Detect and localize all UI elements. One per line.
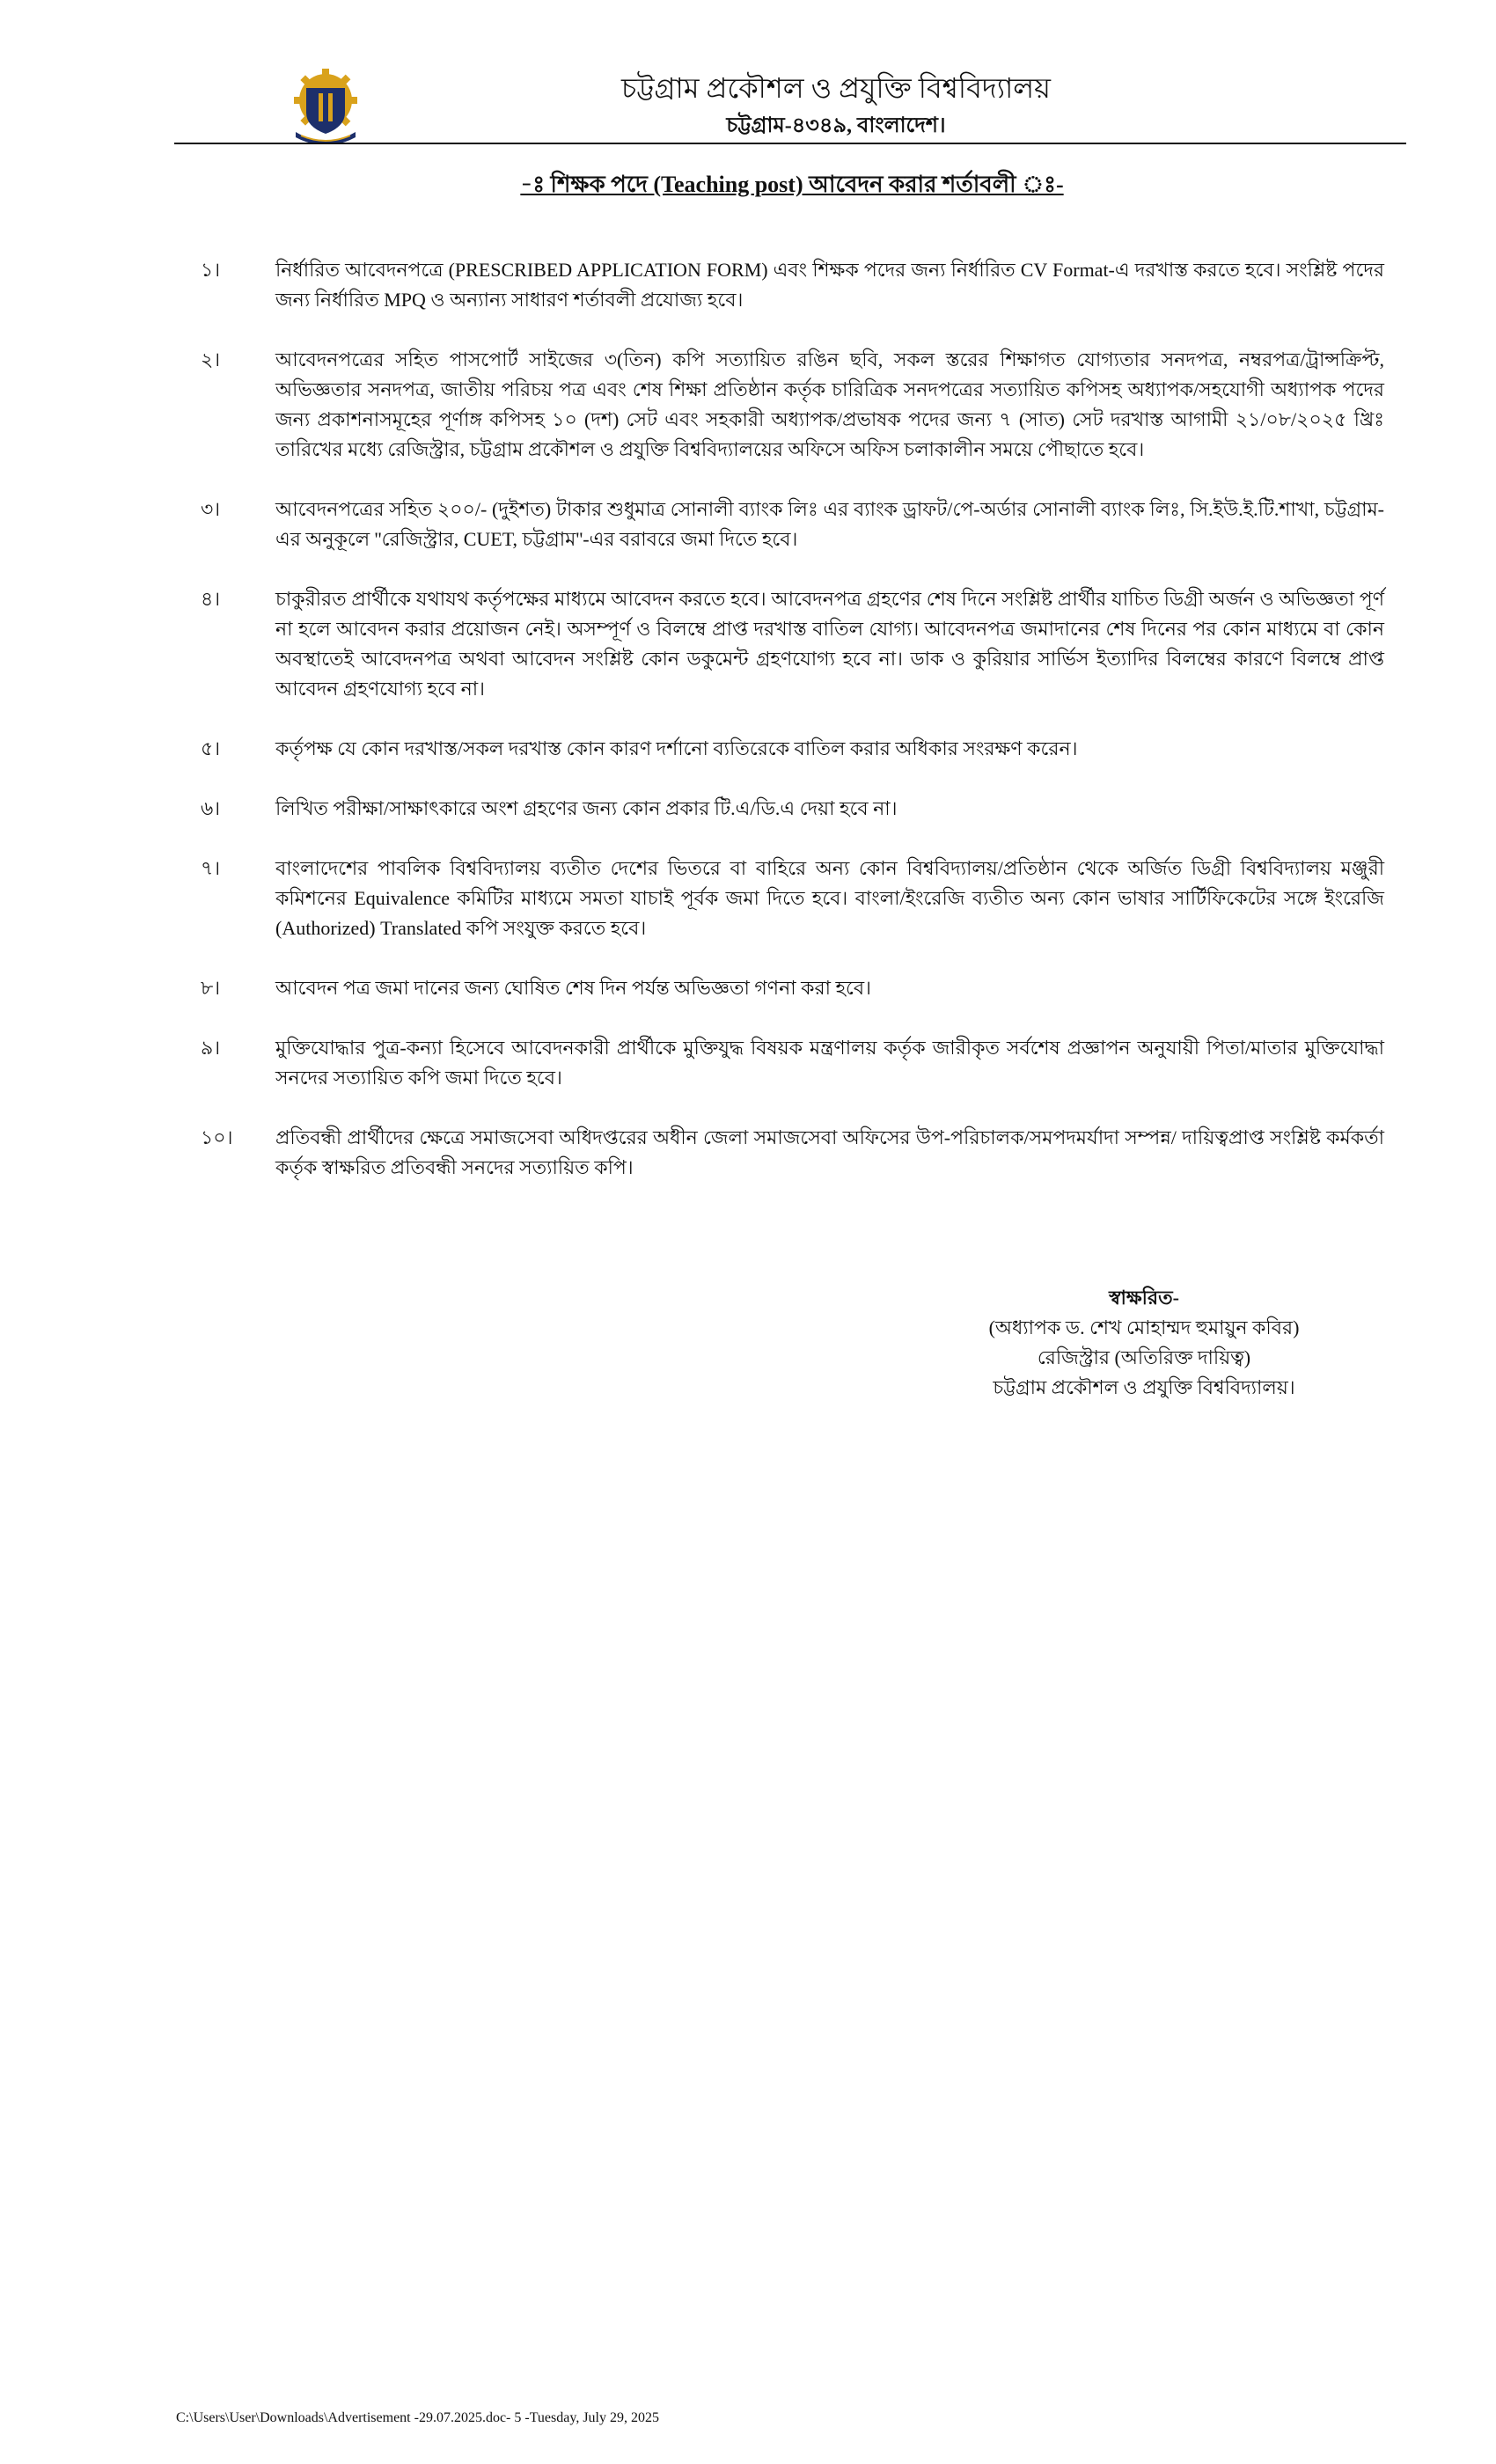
condition-text: মুক্তিযোদ্ধার পুত্র-কন্যা হিসেবে আবেদনকারী প্রার্থীকে মুক্তিযুদ্ধ বিষয়ক মন্ত্রণালয় কর্তৃক জারীকৃত সর্বশেষ প্রজ্ঞাপন অনুযায়ী পিতা/মাতার মুক্তিযোদ্ধা সনদের সত্যায়িত কপি জমা দিতে হবে। [275,1037,1384,1089]
condition-item [201,734,1384,764]
condition-text: আবেদনপত্রের সহিত পাসপোর্ট সাইজের ৩(তিন) কপি সত্যায়িত রঙিন ছবি, সকল স্তরের শিক্ষাগত যোগ্যতার সনদপত্র, নম্বরপত্র/ট্রান্সক্রিপ্ট, অভিজ্ঞতার সনদপত্র, জাতীয় পরিচয় পত্র এবং শেষ শিক্ষা প্রতিষ্ঠান কর্তৃক চারিত্রিক সনদপত্রের সত্যায়িত কপিসহ অধ্যাপক/সহযোগী অধ্যাপক পদের জন্য প্রকাশনাসমূহের পূর্ণাঙ্গ কপিসহ ১০ (দশ) সেট এবং সহকারী অধ্যাপক/প্রভাষক পদের জন্য ৭ (সাত) সেট দরখাস্ত আগামী ২১/০৮/২০২৫ খ্রিঃ তারিখের মধ্যে রেজিস্ট্রার, চট্টগ্রাম প্রকৌশল ও প্রযুক্তি বিশ্ববিদ্যালয়ের অফিসে অফিস চলাকালীন সময়ে পৌছাতে হবে। [275,348,1384,460]
condition-item [201,495,1384,554]
condition-item [201,854,1384,943]
condition-item [201,345,1384,465]
document-heading: -ঃ শিক্ষক পদে (Teaching post) আবেদন করার শর্তাবলী ঃ- [520,172,1064,197]
condition-number: ৭। [201,857,221,879]
condition-number: ৪। [201,588,221,610]
university-name: চট্টগ্রাম প্রকৌশল ও প্রযুক্তি বিশ্ববিদ্যালয় [621,72,1051,104]
condition-item [201,794,1384,824]
letterhead [440,69,1232,141]
condition-text: আবেদনপত্রের সহিত ২০০/- (দুইশত) টাকার শুধুমাত্র সোনালী ব্যাংক লিঃ এর ব্যাংক ড্রাফট/পে-অর্ডার সোনালী ব্যাংক লিঃ, সি.ইউ.ই.টি.শাখা, চট্টগ্রাম-এর অনুকূলে ''রেজিস্ট্রার, CUET, চট্টগ্রাম''-এর বরাবরে জমা দিতে হবে। [275,498,1384,550]
condition-number: ৬। [201,797,221,819]
signatory-designation: রেজিস্ট্রার (অতিরিক্ত দায়িত্ব) [1037,1346,1251,1368]
condition-text: চাকুরীরত প্রার্থীকে যথাযথ কর্তৃপক্ষের মাধ্যমে আবেদন করতে হবে। আবেদনপত্র গ্রহণের শেষ দিনে সংশ্লিষ্ট প্রার্থীর যাচিত ডিগ্রী অর্জন ও অভিজ্ঞতা পূর্ণ না হলে আবেদন করার প্রয়োজন নেই। অসম্পূর্ণ ও বিলম্বে প্রাপ্ত দরখাস্ত বাতিল যোগ্য। আবেদনপত্র জমাদানের শেষ দিনের পর কোন মাধ্যমে বা কোন অবস্থাতেই আবেদনপত্র অথবা আবেদন সংশ্লিষ্ট কোন ডকুমেন্ট গ্রহণযোগ্য হবে না। ডাক ও কুরিয়ার সার্ভিস ইত্যাদির বিলম্বের কারণে বিলম্বে প্রাপ্ত আবেদন গ্রহণযোগ্য হবে না। [275,588,1384,700]
condition-item [201,1123,1384,1183]
signature-label: স্বাক্ষরিত- [1109,1287,1179,1309]
condition-number: ১। [201,259,221,281]
condition-text: কর্তৃপক্ষ যে কোন দরখাস্ত/সকল দরখাস্ত কোন কারণ দর্শানো ব্যতিরেকে বাতিল করার অধিকার সংরক্ষণ করেন। [275,737,1078,759]
condition-text: লিখিত পরীক্ষা/সাক্ষাৎকারে অংশ গ্রহণের জন্য কোন প্রকার টি.এ/ডি.এ দেয়া হবে না। [275,797,898,819]
condition-item [201,1033,1384,1093]
condition-number: ৫। [201,737,221,759]
condition-item [201,584,1384,704]
condition-text: নির্ধারিত আবেদনপত্রে (PRESCRIBED APPLICATION FORM) এবং শিক্ষক পদের জন্য নির্ধারিত CV Format-এ দরখাস্ত করতে হবে। সংশ্লিষ্ট পদের জন্য নির্ধারিত MPQ ও অন্যান্য সাধারণ শর্তাবলী প্রযোজ্য হবে। [275,259,1384,311]
condition-text: প্রতিবন্ধী প্রার্থীদের ক্ষেত্রে সমাজসেবা অধিদপ্তরের অধীন জেলা সমাজসেবা অফিসের উপ-পরিচালক/সমপদমর্যাদা সম্পন্ন/ দায়িত্বপ্রাপ্ত সংশ্লিষ্ট কর্মকর্তা কর্তৃক স্বাক্ষরিত প্রতিবন্ধী সনদের সত্যায়িত কপি। [275,1126,1384,1178]
condition-item [201,973,1384,1003]
condition-number: ৯। [201,1037,221,1059]
condition-number: ২। [201,348,221,370]
condition-number: ৩। [201,498,221,520]
condition-number: ১০। [201,1126,233,1148]
condition-text: আবেদন পত্র জমা দানের জন্য ঘোষিত শেষ দিন পর্যন্ত অভিজ্ঞতা গণনা করা হবে। [275,977,871,999]
condition-number: ৮। [201,977,221,999]
cuet-logo-icon [290,69,361,144]
signatory-name: (অধ্যাপক ড. শেখ মোহাম্মদ হুমায়ুন কবির) [988,1316,1300,1338]
signatory-institution: চট্টগ্রাম প্রকৌশল ও প্রযুক্তি বিশ্ববিদ্যালয়। [993,1376,1295,1398]
condition-item [201,255,1384,315]
signature-block [968,1283,1320,1403]
conditions-list [201,255,1384,1213]
university-address: চট্টগ্রাম-৪৩৪৯, বাংলাদেশ। [726,114,946,137]
header-divider [174,143,1406,144]
condition-text: বাংলাদেশের পাবলিক বিশ্ববিদ্যালয় ব্যতীত দেশের ভিতরে বা বাহিরে অন্য কোন বিশ্ববিদ্যালয়/প্রতিষ্ঠান থেকে অর্জিত ডিগ্রী বিশ্ববিদ্যালয় মঞ্জুরী কমিশনের Equivalence কমিটির মাধ্যমে সমতা যাচাই পূর্বক জমা দিতে হবে। বাংলা/ইংরেজি ব্যতীত অন্য কোন ভাষার সার্টিফিকেটের সঙ্গে ইংরেজি (Authorized) Translated কপি সংযুক্ত করতে হবে। [275,857,1384,939]
document-footer-path: C:\Users\User\Downloads\Advertisement -29.07.2025.doc- 5 -Tuesday, July 29, 2025 [176,2410,659,2425]
